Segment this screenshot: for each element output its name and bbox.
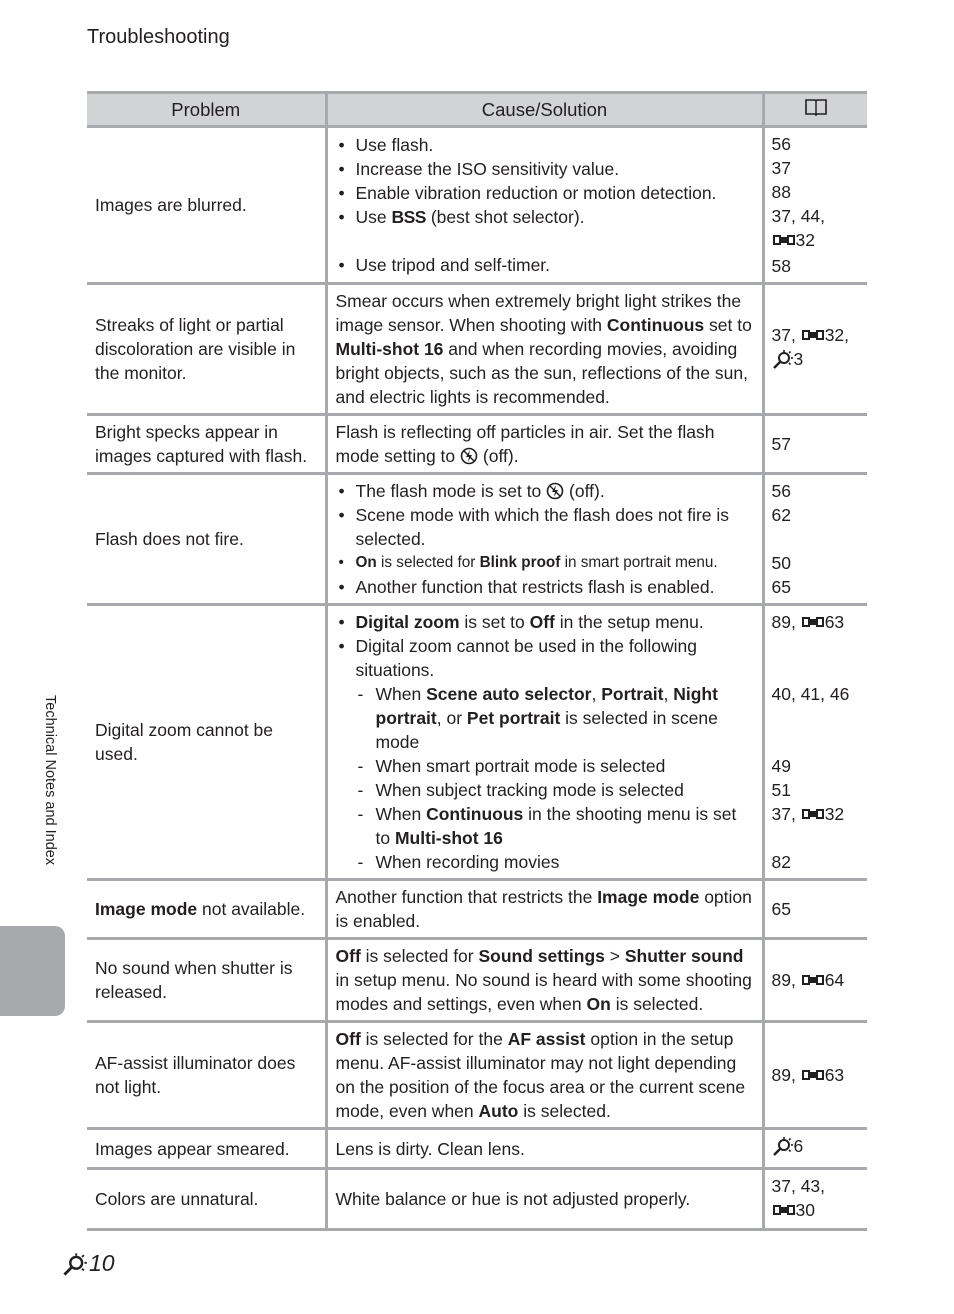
page-ref[interactable]: 3 [772, 347, 804, 371]
sub-list-item: - When recording movies [356, 850, 754, 874]
table-row [87, 605, 867, 880]
section-tab-marker [0, 926, 65, 1016]
reference-section-icon [801, 327, 825, 343]
list-item: • Digital zoom cannot be used in the following situations. - When Scene auto selector, Portrait, Night portrait, or Pet portrait is selected in scene mode - When smart portrait mode is selected - When subject tracking mode is selected - When Continuous in the shooting menu is set to Multi-shot 16 - When recording movies [336, 634, 754, 874]
solution-cell: Off is selected for Sound settings > Shutter sound in setup menu. No sound is heard with some shooting modes and settings, even when On is selected. [326, 939, 763, 1022]
page-ref[interactable]: 40, 41, 46 [771, 684, 850, 704]
page-ref[interactable]: 56 [771, 134, 791, 154]
table-row [87, 1022, 867, 1129]
page-ref[interactable]: 37 [771, 158, 791, 178]
header-cause-solution: Cause/Solution [326, 93, 763, 127]
solution-cell: Flash is reflecting off particles in air. Set the flash mode setting to (off). [326, 415, 763, 474]
problem-cell: Images are blurred. [87, 127, 326, 284]
page-ref-cell [763, 284, 867, 415]
page-number: 10 [62, 1250, 115, 1277]
page-ref-cell [763, 127, 867, 284]
solution-cell [326, 127, 763, 284]
problem-cell: Flash does not fire. [87, 474, 326, 605]
flash-off-icon [546, 482, 564, 500]
bss-mode-icon: BSS [391, 207, 426, 227]
reference-section-icon [801, 972, 825, 988]
header-reference [763, 93, 867, 127]
problem-cell: Colors are unnatural. [87, 1169, 326, 1230]
table-row [87, 415, 867, 474]
table-row [87, 284, 867, 415]
table-header-row [87, 93, 867, 127]
reference-section-icon [772, 1202, 796, 1218]
table-row [87, 1129, 867, 1169]
problem-cell: No sound when shutter is released. [87, 939, 326, 1022]
page-ref[interactable]: 37, 44, [771, 206, 826, 226]
list-item: • Use flash. [336, 133, 754, 157]
table-row [87, 880, 867, 939]
page-ref[interactable]: 50 [771, 553, 791, 573]
page-ref-cell [763, 939, 867, 1022]
problem-cell: AF-assist illuminator does not light. [87, 1022, 326, 1129]
page-ref[interactable]: 37, 32 [771, 804, 845, 824]
table-row [87, 474, 867, 605]
solution-cell [326, 474, 763, 605]
reference-section-icon [801, 806, 825, 822]
problem-cell: Images appear smeared. [87, 1129, 326, 1169]
sub-list-item: - When Continuous in the shooting menu is set to Multi-shot 16 [356, 802, 754, 850]
list-item: • On is selected for Blink proof in smart portrait menu. [336, 551, 754, 575]
troubleshooting-table [87, 91, 867, 1231]
technical-notes-icon [62, 1251, 88, 1277]
page-ref[interactable]: 57 [771, 434, 791, 454]
problem-cell: Bright specks appear in images captured with flash. [87, 415, 326, 474]
section-side-label: Technical Notes and Index [42, 695, 58, 866]
page-ref[interactable]: 62 [771, 505, 791, 525]
sub-list-item: - When Scene auto selector, Portrait, Night portrait, or Pet portrait is selected in scene mode [356, 682, 754, 754]
page-ref-cell [763, 1169, 867, 1230]
page-ref[interactable]: 51 [771, 780, 791, 800]
page-ref[interactable]: 58 [771, 256, 791, 276]
page-ref-cell [763, 1022, 867, 1129]
problem-cell: Image mode not available. [87, 880, 326, 939]
list-item: • Digital zoom is set to Off in the setup menu. [336, 610, 754, 634]
header-problem: Problem [87, 93, 326, 127]
table-row [87, 1169, 867, 1230]
solution-cell: Smear occurs when extremely bright light strikes the image sensor. When shooting with Continuous set to Multi-shot 16 and when recording movies, avoiding bright objects, such as the sun, reflections of the sun, and electric lights is recommended. [326, 284, 763, 415]
page-ref[interactable]: 32 [772, 228, 815, 252]
page-ref[interactable]: 37, 32, [771, 324, 850, 345]
page-ref[interactable]: 89, 64 [771, 970, 845, 990]
reference-section-icon [801, 1067, 825, 1083]
list-item: • Enable vibration reduction or motion detection. [336, 181, 754, 205]
solution-cell: White balance or hue is not adjusted properly. [326, 1169, 763, 1230]
page-ref[interactable]: 65 [771, 577, 791, 597]
list-item: • The flash mode is set to (off). [336, 479, 754, 503]
problem-cell: Digital zoom cannot be used. [87, 605, 326, 880]
flash-off-icon [460, 447, 478, 465]
list-item: • Another function that restricts flash is enabled. [336, 575, 754, 599]
list-item: • Scene mode with which the flash does not fire is selected. [336, 503, 754, 551]
solution-cell [326, 605, 763, 880]
page-ref[interactable]: 65 [771, 899, 791, 919]
page-title: Troubleshooting [87, 26, 230, 48]
page-ref-cell [763, 415, 867, 474]
list-item: • Increase the ISO sensitivity value. [336, 157, 754, 181]
page-ref[interactable]: 49 [771, 756, 791, 776]
page-ref[interactable]: 56 [771, 481, 791, 501]
page-ref-cell [763, 1129, 867, 1169]
problem-cell: Streaks of light or partial discoloration are visible in the monitor. [87, 284, 326, 415]
reference-section-icon [801, 614, 825, 630]
table-row [87, 939, 867, 1022]
solution-cell: Another function that restricts the Image mode option is enabled. [326, 880, 763, 939]
reference-section-icon [772, 232, 796, 248]
sub-list-item: - When subject tracking mode is selected [356, 778, 754, 802]
sub-list-item: - When smart portrait mode is selected [356, 754, 754, 778]
solution-cell: Lens is dirty. Clean lens. [326, 1129, 763, 1169]
page-ref-cell [763, 880, 867, 939]
page-ref[interactable]: 89, 63 [771, 612, 845, 632]
page-ref[interactable]: 88 [771, 182, 791, 202]
list-item: • Use BSS (best shot selector). [336, 205, 754, 229]
book-icon [803, 97, 829, 117]
page-ref-cell [763, 474, 867, 605]
page-ref-cell [763, 605, 867, 880]
solution-cell: Off is selected for the AF assist option in the setup menu. AF-assist illuminator may not light depending on the position of the focus area or the current scene mode, even when Auto is selected. [326, 1022, 763, 1129]
list-item: • Use tripod and self-timer. [336, 253, 754, 277]
page-ref[interactable]: 37, 43, [771, 1176, 826, 1196]
page-ref[interactable]: 6 [772, 1134, 804, 1158]
page-ref[interactable]: 89, 63 [771, 1065, 845, 1085]
technical-notes-icon [772, 1135, 794, 1157]
page-ref[interactable]: 30 [772, 1198, 815, 1222]
technical-notes-icon [772, 348, 794, 370]
page-ref[interactable]: 82 [771, 852, 791, 872]
table-row [87, 127, 867, 284]
